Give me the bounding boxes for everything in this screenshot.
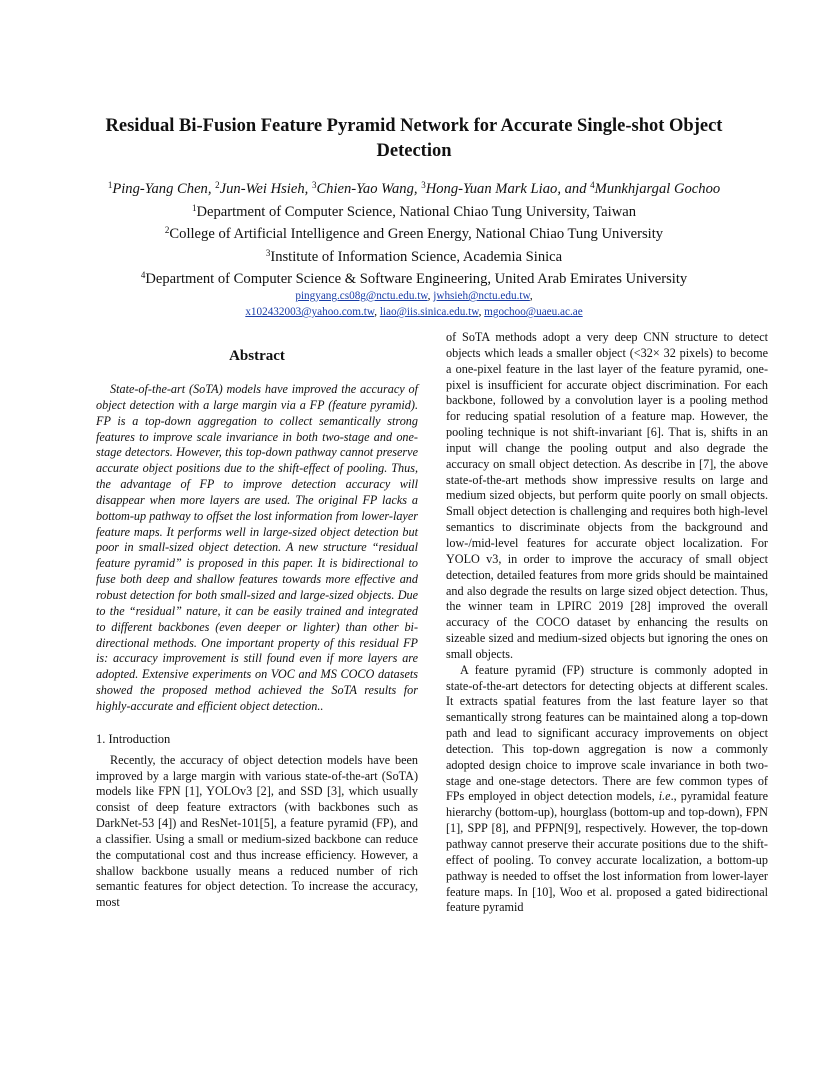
affiliation-1 xyxy=(60,199,768,222)
email-block xyxy=(60,288,768,320)
affiliation-4-text: Department of Computer Science & Software Engineering, United Arab Emirates University xyxy=(145,271,688,288)
email-line-1 xyxy=(60,288,768,304)
affiliation-3-sup: 3 xyxy=(265,247,271,258)
email-link[interactable]: mgochoo@uaeu.ac.ae xyxy=(484,306,583,318)
affiliation-1-text: Department of Computer Science, National Chiao Tung University, Taiwan xyxy=(196,203,637,220)
author-3: Chien-Yao Wang, xyxy=(316,181,422,197)
author-4-sup: 3 xyxy=(421,180,426,190)
left-column xyxy=(96,346,418,911)
email-separator: , xyxy=(427,290,434,302)
affiliation-2 xyxy=(60,221,768,244)
author-1: Ping-Yang Chen, xyxy=(112,181,216,197)
affiliation-2-text: College of Artificial Intelligence and Green Energy, National Chiao Tung University xyxy=(169,226,664,243)
affiliation-1-sup: 1 xyxy=(191,202,197,213)
intro-paragraph-continued: of SoTA methods adopt a very deep CNN structure to detect objects which leads a smaller object (<32× 32 pixels) to become a one-pixel feature in the last layer of the feature pyramid, one-pixel is insufficient for accurate object discrimination. For each backbone, followed by a convolution layer is a pooling method for reducing spatial resolution of a feature map. However, the pooling technique is not shift-invariant [6]. That is, shifts in an input will change the pooling output and also degrade the accuracy on small object detection. As describe in [7], the above state-of-the-art methods show impressive results on large and medium sized objects, but perform quite poorly on small objects. Small object detection is challenging and requires both high-level semantics to discriminate objects from the background and low-/mid-level features for accurate object localization. For YOLO v3, in order to improve the accuracy of small object detection, detailed features from more grids should be maintained and also degrade the results on large sized object detection. Thus, the winner team in LPIRC 2019 [28] improved the overall accuracy of the COCO dataset by enhancing the results on sizeable sized and medium-sized objects but ignoring the ones on small objects. xyxy=(446,330,768,661)
email-link[interactable]: liao@iis.sinica.edu.tw xyxy=(379,306,479,318)
author-4: Hong-Yuan Mark Liao, and xyxy=(425,181,591,197)
email-separator: , xyxy=(374,306,380,318)
affiliation-2-sup: 2 xyxy=(164,225,170,236)
email-link[interactable]: x102432003@yahoo.com.tw xyxy=(245,306,375,318)
affiliation-4-sup: 4 xyxy=(140,270,146,281)
email-link[interactable]: pingyang.cs08g@nctu.edu.tw xyxy=(295,290,428,302)
author-2-sup: 2 xyxy=(215,180,220,190)
email-separator: , xyxy=(478,306,485,318)
intro-paragraph-1: Recently, the accuracy of object detection models have been improved by a large margin with various state-of-the-art (SoTA) models like FPN [1], YOLOv3 [2], and SSD [3], which usually consist of deep feature extractors (with backbones such as DarkNet-53 [4]) and ResNet-101[5], a feature pyramid (FP), and a classifier. Using a small or medium-sized backbone can reduce the computational cost and thus increase efficiency. However, a shallow backbone usually means a reduced number of rich semantic features for object detection. To increase the accuracy, most xyxy=(96,752,418,910)
affiliation-3 xyxy=(60,244,768,267)
intro-paragraph-2 xyxy=(446,663,768,917)
author-1-sup: 1 xyxy=(107,180,113,190)
title-line-1: Residual Bi-Fusion Feature Pyramid Network for Accurate Single-shot Object xyxy=(105,116,723,136)
intro-paragraph-2-ie: i.e xyxy=(658,789,671,804)
abstract-text: State-of-the-art (SoTA) models have improved the accuracy of object detection with a large margin via a FP (feature pyramid). FP is a top-down aggregation to collect semantically strong features to improve scale invariance in both two-stage and one-stage detectors. However, this top-down pathway cannot preserve accurate object positions due to the shift-effect of pooling. Thus, the advantage of FP to improve detection accuracy will disappear when more layers are used. The original FP lacks a bottom-up pathway to offset the lost information from lower-layer feature maps. It performs well in large-sized object detection but poor in small-sized object detection. A new structure “residual feature pyramid” is proposed in this paper. It is bidirectional to fuse both deep and shallow features towards more effective and robust detection for both small-sized and large-sized objects. Due to the “residual” nature, it can be easily trained and integrated to different backbones (even deeper or lighter) than other bi-directional methods. One important property of this residual FP is: accuracy improvement is still found even if more layers are adopted. Extensive experiments on VOC and MS COCO datasets showed the proposed method achieved the SoTA results for highly-accurate and efficient object detection.. xyxy=(96,382,418,713)
section-heading-introduction: 1. Introduction xyxy=(96,731,171,746)
author-5: Munkhjargal Gochoo xyxy=(594,181,721,197)
email-link[interactable]: jwhsieh@nctu.edu.tw xyxy=(433,290,530,302)
intro-paragraph-2-part-a: A feature pyramid (FP) structure is commonly adopted in state-of-the-art detectors for detecting objects at different scales. It extracts spatial features from the last feature layer so that semantically strong features can be maintained along a top-down path and lead to significant accuracy improvements on object detection. This top-down aggregation is now a commonly adopted design choice to improve scale invariance in both two-stage and one-stage detectors. There are few common types of FPs employed in object detection models, xyxy=(446,662,768,804)
author-2: Jun-Wei Hsieh, xyxy=(219,181,312,197)
affiliation-4 xyxy=(60,266,768,289)
abstract-heading: Abstract xyxy=(229,348,285,364)
email-line-2 xyxy=(60,304,768,320)
paper-title xyxy=(80,114,748,164)
affiliation-3-text: Institute of Information Science, Academia Sinica xyxy=(270,248,563,265)
right-column xyxy=(446,330,768,916)
author-block xyxy=(60,176,768,289)
title-line-2: Detection xyxy=(376,141,452,161)
email-separator: , xyxy=(529,290,533,302)
intro-paragraph-2-part-b: ., pyramidal feature hierarchy (bottom-up), hourglass (bottom-up and top-down), FPN [1], SPP [8], and PFPN[9], respectively. However, the top-down pathway cannot preserve their accurate positions due to the shift-effect of pooling. To convey accurate localization, a bottom-up pathway is needed to offset the lost information from lower-layer feature maps. In [10], Woo et al. proposed a gated bidirectional feature pyramid xyxy=(446,789,768,915)
author-3-sup: 3 xyxy=(311,180,317,190)
author-5-sup: 4 xyxy=(590,180,595,190)
author-names xyxy=(60,176,768,199)
